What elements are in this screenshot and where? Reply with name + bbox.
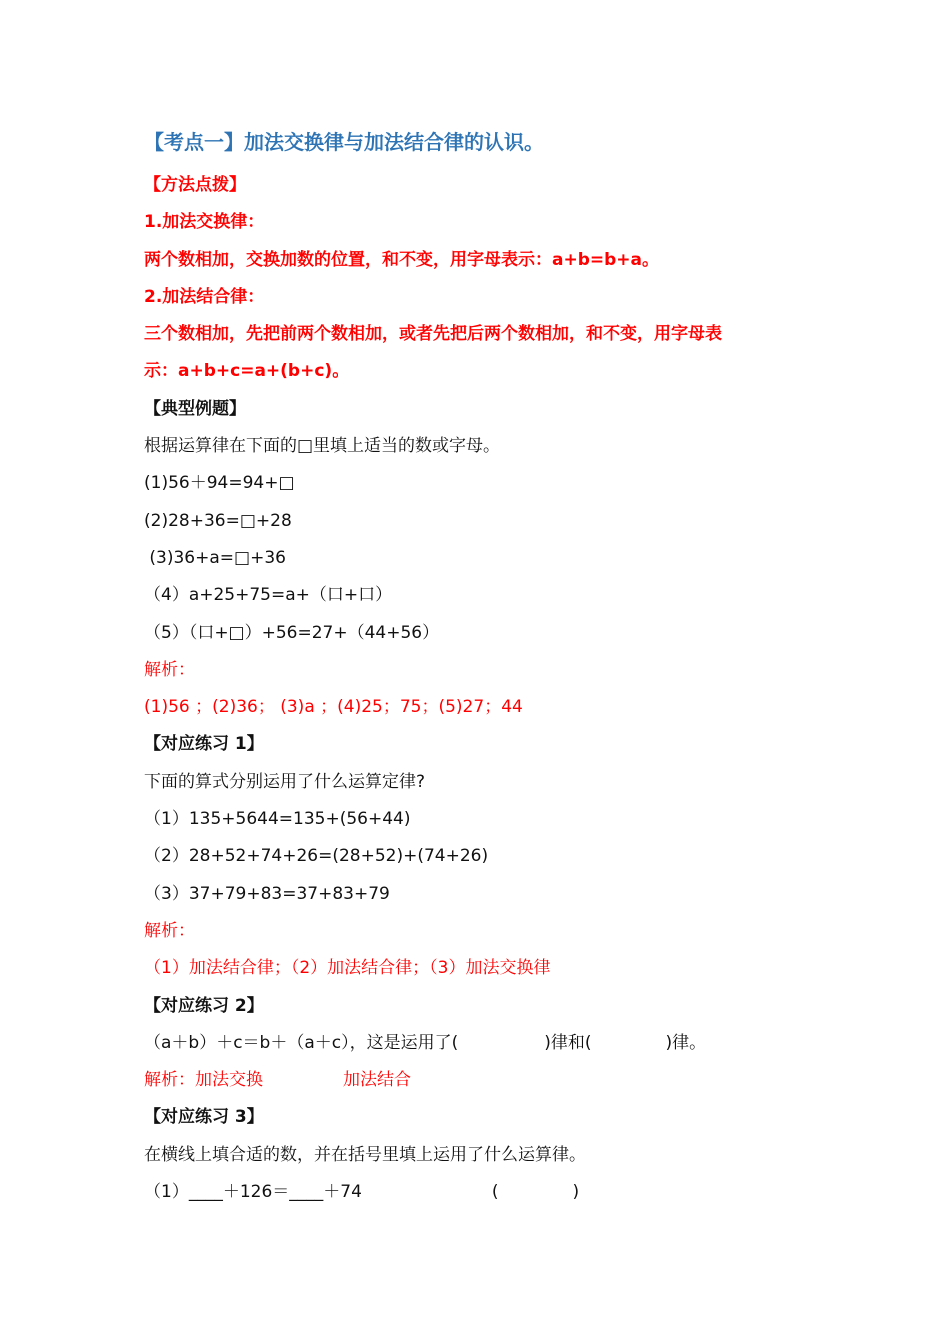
practice1-item-1: （1）135+5644=135+(56+44) xyxy=(144,809,411,830)
example-title: 【典型例题】 xyxy=(144,398,246,419)
rule2-title: 2.加法结合律： xyxy=(144,286,265,307)
example-item-3: (3)36+a=□+36 xyxy=(144,547,286,568)
practice3-item1-open: ( xyxy=(491,1182,499,1203)
practice2-answer-1: 加法交换 xyxy=(195,1070,263,1091)
practice3-item1-close: ) xyxy=(572,1182,580,1203)
content-body xyxy=(144,170,824,1214)
example-item-2: (2)28+36=□+28 xyxy=(144,510,292,531)
practice2-answer-2: 加法结合 xyxy=(343,1070,411,1091)
practice2-title: 【对应练习 2】 xyxy=(144,995,264,1016)
example-prompt: 根据运算律在下面的□里填上适当的数或字母。 xyxy=(144,436,501,457)
rule1-title: 1.加法交换律： xyxy=(144,212,265,233)
example-item-1: (1)56＋94=94+□ xyxy=(144,473,295,494)
example-analysis-label: 解析： xyxy=(144,659,195,680)
practice3-item-1 xyxy=(144,1177,824,1214)
practice1-item-2: （2）28+52+74+26=(28+52)+(74+26) xyxy=(144,846,489,867)
practice2-question-start: （a＋b）＋c＝b＋（a＋c），这是运用了( xyxy=(144,1032,459,1053)
section-heading: 【考点一】加法交换律与加法结合律的认识。 xyxy=(144,130,544,154)
practice1-title: 【对应练习 1】 xyxy=(144,734,264,755)
practice1-item-3: （3）37+79+83=37+83+79 xyxy=(144,883,390,904)
practice2-question xyxy=(144,1028,824,1065)
example-item-4: （4）a+25+75=a+（口+口） xyxy=(144,585,393,606)
practice3-prompt: 在横线上填合适的数，并在括号里填上运用了什么运算律。 xyxy=(144,1144,586,1165)
practice2-question-end: )律。 xyxy=(665,1032,707,1053)
practice1-prompt: 下面的算式分别运用了什么运算定律? xyxy=(144,771,426,792)
rule1-text: 两个数相加，交换加数的位置，和不变，用字母表示：a+b=b+a。 xyxy=(144,249,660,270)
method-title: 【方法点拨】 xyxy=(144,175,246,195)
example-item-5: （5）（口+□）+56=27+（44+56） xyxy=(144,622,440,643)
practice3-item1-expr: （1）____＋126＝____＋74 xyxy=(144,1182,362,1203)
rule2-text-line1: 三个数相加，先把前两个数相加，或者先把后两个数相加，和不变，用字母表 xyxy=(144,324,722,345)
example-answer: (1)56 ；(2)36； (3)a ；(4)25；75；(5)27；44 xyxy=(144,697,523,718)
rule2-text-line2: 示：a+b+c=a+(b+c)。 xyxy=(144,361,350,382)
practice1-answer: （1）加法结合律；（2）加法结合律；（3）加法交换律 xyxy=(144,958,551,979)
practice2-analysis-label: 解析： xyxy=(144,1070,195,1091)
practice2-question-mid: )律和( xyxy=(544,1032,592,1053)
practice2-answer xyxy=(144,1065,824,1102)
practice3-title: 【对应练习 3】 xyxy=(144,1107,264,1128)
practice1-analysis-label: 解析： xyxy=(144,920,195,941)
